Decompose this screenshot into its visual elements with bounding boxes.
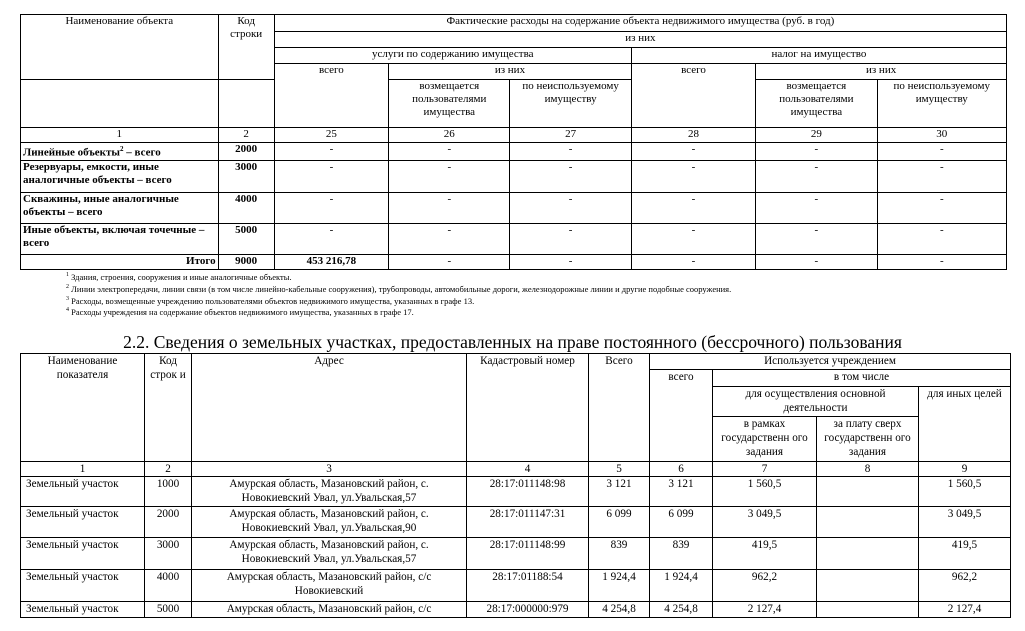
row-other: 1 560,5	[919, 477, 1011, 507]
row-state-task: 419,5	[713, 538, 817, 570]
total-label: Итого	[21, 254, 219, 269]
header-services-total: всего	[274, 64, 388, 128]
land-plots-table	[20, 353, 1011, 618]
header-other-purposes: для иных целей	[919, 387, 1011, 462]
row-code: 3000	[218, 160, 274, 192]
row-total: 3 121	[589, 477, 650, 507]
footnote: $^3$ Расходы, возмещенные учреждению пользователями объектов недвижимого имущества, указанных в графе 13.	[66, 295, 475, 306]
colnum: 9	[919, 462, 1011, 477]
cell-value: -	[510, 143, 631, 161]
row-name: Земельный участок	[21, 507, 145, 538]
total-value: -	[877, 254, 1006, 269]
colnum: 6	[650, 462, 713, 477]
header-tax-total: всего	[631, 64, 755, 128]
row-used: 4 254,8	[650, 602, 713, 618]
header-indicator-name: Наименование показателя	[21, 354, 145, 462]
total-value: -	[389, 254, 510, 269]
colnum: 28	[631, 128, 755, 143]
header-tax-of-them: из них	[756, 64, 1007, 80]
cell-value: -	[756, 160, 877, 192]
header-used: Используется учреждением	[650, 354, 1011, 370]
footnote: $^2$ Линии электропередачи, линии связи (в том числе линейно-кабельные сооружения), трубопроводы, автомобильные дороги, железнодорожные линии и другие подобные сооружения.	[66, 283, 732, 294]
total-value: -	[631, 254, 755, 269]
colnum: 26	[389, 128, 510, 143]
header-services-of-them: из них	[389, 64, 632, 80]
row-cadastral: 28:17:011148:99	[467, 538, 589, 570]
cell-value: -	[274, 223, 388, 254]
colnum: 4	[467, 462, 589, 477]
cell-value: -	[877, 143, 1006, 161]
row-total: 4 254,8	[589, 602, 650, 618]
row-code: 2000	[218, 143, 274, 161]
row-address: Амурская область, Мазановский район, с. Новокиевский Увал, ул.Увальская,57	[192, 538, 467, 570]
cell-value: -	[274, 143, 388, 161]
colnum: 30	[877, 128, 1006, 143]
row-other: 962,2	[919, 570, 1011, 602]
header-name-spacer	[21, 80, 219, 128]
row-code: 3000	[145, 538, 192, 570]
column-numbers-row	[21, 462, 1011, 477]
cell-value: -	[631, 192, 755, 223]
header-used-total: всего	[650, 370, 713, 462]
cell-value: -	[631, 223, 755, 254]
row-other: 419,5	[919, 538, 1011, 570]
table-row	[21, 507, 1011, 538]
row-total: 6 099	[589, 507, 650, 538]
table-row	[21, 570, 1011, 602]
header-code-spacer	[218, 80, 274, 128]
table-row	[21, 538, 1011, 570]
row-state-task: 2 127,4	[713, 602, 817, 618]
header-tax-reimbursed: возмещается пользователями имущества	[756, 80, 877, 128]
row-used: 6 099	[650, 507, 713, 538]
cell-value: -	[877, 160, 1006, 192]
colnum: 8	[817, 462, 919, 477]
cell-value: -	[510, 192, 631, 223]
row-cadastral: 28:17:01188:54	[467, 570, 589, 602]
row-name: Линейные объекты$^2$ – всего	[21, 143, 219, 161]
header-services: услуги по содержанию имущества	[274, 48, 631, 64]
row-cadastral: 28:17:000000:979	[467, 602, 589, 618]
header-tax-unused: по неиспользуемому имуществу	[877, 80, 1006, 128]
colnum: 2	[218, 128, 274, 143]
header-row-code: Код строки	[218, 15, 274, 80]
total-code: 9000	[218, 254, 274, 269]
row-paid	[817, 602, 919, 618]
cell-value: -	[389, 192, 510, 223]
cell-value: -	[510, 223, 631, 254]
header-paid-over: за плату сверх государственн ого задания	[817, 417, 919, 462]
header-main-activity: для осуществления основной деятельности	[713, 387, 919, 417]
footnotes	[66, 270, 731, 317]
footnote: $^1$ Здания, строения, сооружения и иные аналогичные объекты.	[66, 271, 292, 282]
colnum: 7	[713, 462, 817, 477]
row-paid	[817, 538, 919, 570]
row-used: 3 121	[650, 477, 713, 507]
header-state-task: в рамках государственн ого задания	[713, 417, 817, 462]
colnum: 1	[21, 128, 219, 143]
row-total: 1 924,4	[589, 570, 650, 602]
colnum: 25	[274, 128, 388, 143]
row-other: 2 127,4	[919, 602, 1011, 618]
row-address: Амурская область, Мазановский район, с/с Новокиевский	[192, 570, 467, 602]
header-services-reimbursed: возмещается пользователями имущества	[389, 80, 510, 128]
cell-value: -	[631, 143, 755, 161]
table-row	[21, 143, 1007, 161]
row-name: Иные объекты, включая точечные – всего	[21, 223, 219, 254]
row-name: Земельный участок	[21, 570, 145, 602]
header-cadastral: Кадастровый номер	[467, 354, 589, 462]
total-value: -	[510, 254, 631, 269]
header-total: Всего	[589, 354, 650, 462]
row-state-task: 3 049,5	[713, 507, 817, 538]
row-code: 4000	[145, 570, 192, 602]
row-address: Амурская область, Мазановский район, с. Новокиевский Увал, ул.Увальская,57	[192, 477, 467, 507]
cell-value: -	[274, 192, 388, 223]
row-code: 1000	[145, 477, 192, 507]
colnum: 27	[510, 128, 631, 143]
row-name: Земельный участок	[21, 477, 145, 507]
cell-value: -	[389, 160, 510, 192]
cell-value: -	[389, 223, 510, 254]
colnum: 3	[192, 462, 467, 477]
colnum: 5	[589, 462, 650, 477]
cell-value: -	[877, 223, 1006, 254]
total-value: 453 216,78	[274, 254, 388, 269]
total-value: -	[756, 254, 877, 269]
row-code: 5000	[218, 223, 274, 254]
header-services-unused: по неиспользуемому имуществу	[510, 80, 631, 128]
table-row	[21, 602, 1011, 618]
header-object-name: Наименование объекта	[21, 15, 219, 80]
cell-value: -	[877, 192, 1006, 223]
row-used: 1 924,4	[650, 570, 713, 602]
row-cadastral: 28:17:011147:31	[467, 507, 589, 538]
row-cadastral: 28:17:011148:98	[467, 477, 589, 507]
colnum: 2	[145, 462, 192, 477]
property-expenses-table	[20, 14, 1007, 270]
row-name: Резервуары, емкости, иные аналогичные объекты – всего	[21, 160, 219, 192]
total-row	[21, 254, 1007, 269]
table-row	[21, 477, 1011, 507]
cell-value: -	[631, 160, 755, 192]
row-paid	[817, 570, 919, 602]
footnote: $^4$ Расходы учреждения на содержание объектов недвижимого имущества, указанных в графе 17.	[66, 307, 414, 318]
colnum: 1	[21, 462, 145, 477]
header-row-code: Код строк и	[145, 354, 192, 462]
table-row	[21, 192, 1007, 223]
row-code: 4000	[218, 192, 274, 223]
cell-value: -	[510, 160, 631, 192]
cell-value: -	[756, 192, 877, 223]
row-state-task: 962,2	[713, 570, 817, 602]
row-address: Амурская область, Мазановский район, с/с	[192, 602, 467, 618]
row-code: 2000	[145, 507, 192, 538]
row-name: Земельный участок	[21, 602, 145, 618]
row-address: Амурская область, Мазановский район, с. Новокиевский Увал, ул.Увальская,90	[192, 507, 467, 538]
row-state-task: 1 560,5	[713, 477, 817, 507]
header-address: Адрес	[192, 354, 467, 462]
section-title: 2.2. Сведения о земельных участках, предоставленных на праве постоянного (бессрочного) пользования	[123, 332, 902, 352]
row-name: Скважины, иные аналогичные объекты – всего	[21, 192, 219, 223]
row-used: 839	[650, 538, 713, 570]
cell-value: -	[756, 143, 877, 161]
table-row	[21, 160, 1007, 192]
cell-value: -	[756, 223, 877, 254]
colnum: 29	[756, 128, 877, 143]
header-of-them: из них	[274, 32, 1006, 48]
row-code: 5000	[145, 602, 192, 618]
row-paid	[817, 477, 919, 507]
column-numbers-row	[21, 128, 1007, 143]
table-row	[21, 223, 1007, 254]
row-other: 3 049,5	[919, 507, 1011, 538]
header-including: в том числе	[713, 370, 1011, 387]
cell-value: -	[389, 143, 510, 161]
row-name: Земельный участок	[21, 538, 145, 570]
cell-value: -	[274, 160, 388, 192]
row-paid	[817, 507, 919, 538]
header-tax: налог на имущество	[631, 48, 1006, 64]
header-actual-expenses: Фактические расходы на содержание объекта недвижимого имущества (руб. в год)	[274, 15, 1006, 32]
row-total: 839	[589, 538, 650, 570]
